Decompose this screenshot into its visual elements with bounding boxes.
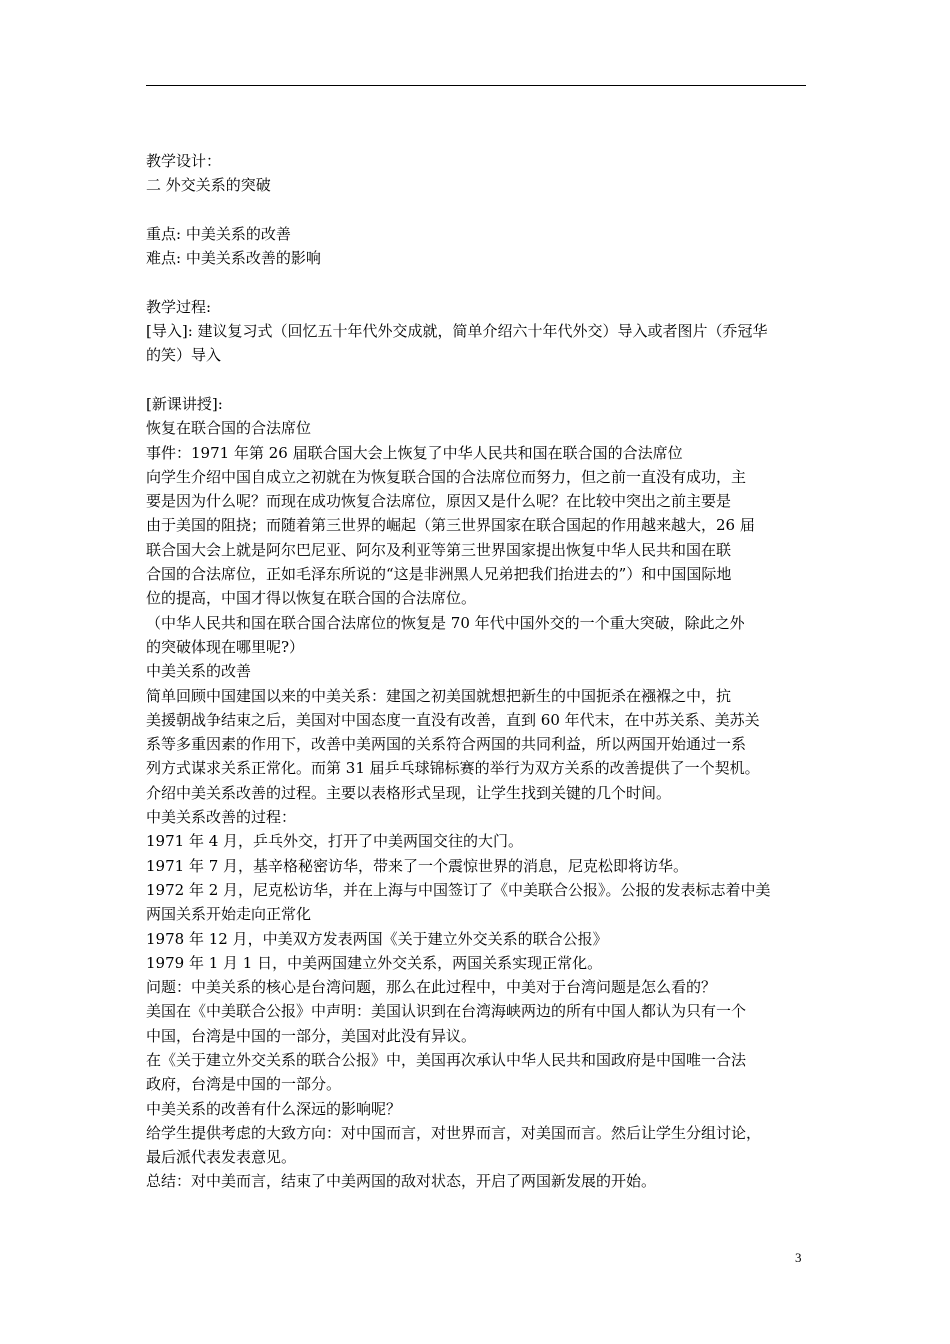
text-line: 合国的合法席位，正如毛泽东所说的“这是非洲黑人兄弟把我们抬进去的”）和中国国际地: [146, 565, 732, 584]
text-line: 教学过程:: [146, 297, 212, 316]
text-line: 的笑）导入: [146, 346, 222, 365]
text-line: 二 外交关系的突破: [146, 176, 271, 195]
header-rule: [146, 85, 806, 86]
blank-line: [146, 270, 810, 294]
text-line: 美国在《中美联合公报》中声明：美国认识到在台湾海峡两边的所有中国人都认为只有一个: [146, 1002, 747, 1021]
text-line: 恢复在联合国的合法席位: [146, 419, 312, 438]
text-line: 1972 年 2 月，尼克松访华，并在上海与中国签订了《中美联合公报》。公报的发表标志着中美: [146, 880, 771, 899]
text-line: 由于美国的阻挠；而随着第三世界的崛起（第三世界国家在联合国起的作用越来越大，26 届: [146, 516, 755, 535]
blank-line: [146, 368, 810, 392]
text-line: 难点: 中美关系改善的影响: [146, 249, 321, 268]
text-line: 教学设计：: [146, 152, 222, 170]
text-line: 中美关系的改善有什么深远的影响呢？: [146, 1099, 402, 1118]
text-line: [导入]: 建议复习式（回忆五十年代外交成就，简单介绍六十年代外交）导入或者图片（乔冠华: [146, 322, 768, 341]
text-line: 重点: 中美关系的改善: [146, 224, 291, 243]
text-line: 系等多重因素的作用下，改善中美两国的关系符合两国的共同利益，所以两国开始通过一系: [146, 735, 747, 754]
text-line: 事件：1971 年第 26 届联合国大会上恢复了中华人民共和国在联合国的合法席位: [146, 443, 683, 462]
text-line: 向学生介绍中国自成立之初就在为恢复联合国的合法席位而努力，但之前一直没有成功，主: [146, 467, 747, 486]
text-line: 政府，台湾是中国的一部分。: [146, 1075, 342, 1094]
text-line: 美援朝战争结束之后，美国对中国态度一直没有改善，直到 60 年代末，在中苏关系、美苏关: [146, 710, 760, 729]
text-line: [新课讲授]:: [146, 394, 223, 413]
text-line: 位的提高，中国才得以恢复在联合国的合法席位。: [146, 589, 477, 608]
text-line: 两国关系开始走向正常化: [146, 905, 312, 924]
page-number: 3: [795, 1250, 802, 1265]
text-line: 中国，台湾是中国的一部分，美国对此没有异议。: [146, 1026, 477, 1045]
document-body: [146, 149, 810, 1194]
blank-line: [146, 198, 810, 222]
text-line: 总结：对中美而言，结束了中美两国的敌对状态，开启了两国新发展的开始。: [146, 1172, 657, 1191]
text-line: 1971 年 7 月，基辛格秘密访华，带来了一个震惊世界的消息，尼克松即将访华。: [146, 856, 689, 875]
text-line: 的突破体现在哪里呢?）: [146, 637, 305, 656]
text-line: 最后派代表发表意见。: [146, 1148, 297, 1167]
text-line: 问题：中美关系的核心是台湾问题，那么在此过程中，中美对于台湾问题是怎么看的？: [146, 978, 717, 997]
text-line: 中美关系的改善: [146, 662, 252, 681]
text-line: 1979 年 1 月 1 日，中美两国建立外交关系，两国关系实现正常化。: [146, 953, 603, 972]
text-line: 1971 年 4 月，乒乓外交，打开了中美两国交往的大门。: [146, 832, 524, 851]
text-line: 1978 年 12 月，中美双方发表两国《关于建立外交关系的联合公报》: [146, 929, 608, 948]
text-line: 中美关系改善的过程：: [146, 808, 297, 827]
text-line: 要是因为什么呢？而现在成功恢复合法席位，原因又是什么呢？在比较中突出之前主要是: [146, 492, 732, 511]
text-line: 介绍中美关系改善的过程。主要以表格形式呈现，让学生找到关键的几个时间。: [146, 783, 672, 802]
text-line: 联合国大会上就是阿尔巴尼亚、阿尔及利亚等第三世界国家提出恢复中华人民共和国在联: [146, 540, 732, 559]
text-line: （中华人民共和国在联合国合法席位的恢复是 70 年代中国外交的一个重大突破，除此之外: [146, 613, 745, 632]
text-line: 列方式谋求关系正常化。而第 31 届乒乓球锦标赛的举行为双方关系的改善提供了一个契机。: [146, 759, 760, 778]
text-line: 给学生提供考虑的大致方向：对中国而言，对世界而言，对美国而言。然后让学生分组讨论，: [146, 1123, 762, 1142]
text-line: 在《关于建立外交关系的联合公报》中，美国再次承认中华人民共和国政府是中国唯一合法: [146, 1050, 747, 1069]
text-line: 简单回顾中国建国以来的中美关系：建国之初美国就想把新生的中国扼杀在襁褓之中，抗: [146, 686, 732, 705]
